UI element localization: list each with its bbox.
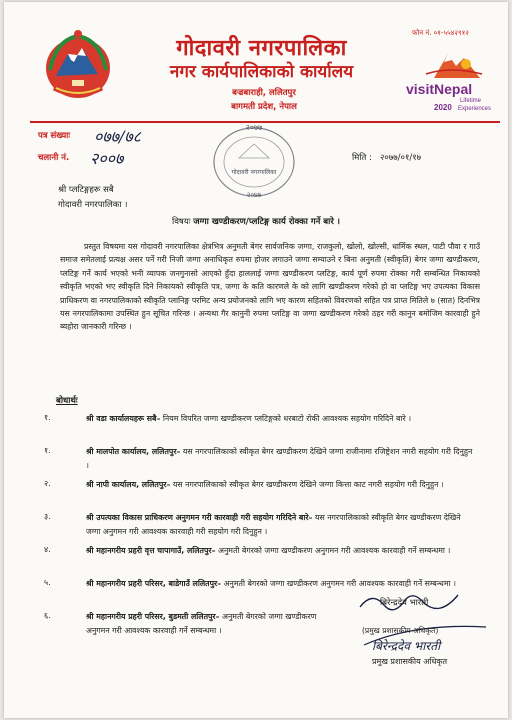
cc-item-number: ६. [44, 611, 51, 620]
phone-number: फोन नं. ०१-५५४२९१२ [412, 29, 469, 37]
chalani-label: चलानी नं. [38, 153, 70, 163]
cc-item-number: ५. [44, 578, 51, 587]
cc-item-name: श्री महानगरीय प्रहरी वृत्त चापागाउँ, ललितपुर– [86, 546, 216, 555]
addressee [58, 183, 127, 213]
cc-label: बोधार्थः [56, 396, 78, 406]
cc-item-body: नियम विपरित जग्गा खण्डीकरण प्लटिङ्गको धरबाटो रोकी आवश्यक सहयोग गरिदिने बारे । [162, 414, 412, 423]
signatory-role-bracket: (प्रमुख प्रशासकीय अधिकृत) [362, 626, 439, 635]
cc-item-body: यस नगरपालिकाको स्वीकृत बेगर खण्डीकरण देखिने जग्गा कित्ता काट नगरी सहयोग गरी दिनुहुन । [172, 480, 444, 489]
addressee-line-1: श्री प्लटिङ्गहरू सबै [58, 185, 114, 195]
visit-tag-1: Lifetime [460, 98, 482, 104]
visit-tag-2: Experiences [458, 106, 492, 112]
date-value: २०७७/०१/१७ [380, 153, 422, 163]
cc-item-body: अनुमती बेगरको जग्गा खण्डीकरण अनुगमन गरी आवश्यक कारवाही गर्ने सम्बन्धमा । [223, 579, 456, 588]
date-label: मिति : [352, 153, 372, 163]
cc-item-name: श्री वडा कार्यालयहरू सबै– [86, 414, 161, 423]
subject-label: विषयः [172, 217, 191, 227]
letter-page [4, 2, 508, 718]
subject-line [4, 216, 508, 227]
visit-brand-text: visitNepal [406, 81, 473, 97]
visit-year: 2020 [434, 103, 452, 112]
signatory-role: प्रमुख प्रशासकीय अधिकृत [372, 657, 448, 666]
cc-item-number: ४. [44, 545, 51, 554]
cc-item-name: श्री नापी कार्यालय, ललितपुर– [86, 480, 171, 489]
cc-item-text [86, 412, 476, 426]
signatory-name-handwritten: बिरेन्द्रदेव भारती [372, 639, 441, 653]
cc-item-body: अनुमती बेगरको जग्गा खण्डीकरण अनुगमन गरी आवश्यक कारवाही गर्ने सम्बन्धमा । [218, 546, 451, 555]
subject-text: जग्गा खण्डीकरण/प्लटिङ्ग कार्य रोक्का गर्ने बारे । [193, 217, 340, 227]
cc-item-text [86, 544, 476, 558]
cc-item-number: २. [44, 479, 51, 488]
stamp-year-top: २०७७ [245, 123, 263, 132]
cc-item-number: १. [44, 413, 51, 422]
visit-nepal-logo [404, 44, 496, 120]
cc-item-name: श्री मालपोत कार्यालय, ललितपुर– [86, 447, 181, 456]
nepal-emblem-icon [42, 26, 114, 102]
cc-item-body: अनुमती बेगरको जग्गा खण्डीकरण अनुगमन गरी आवश्यक कारवाही गर्ने सम्बन्धमा । [86, 612, 317, 635]
address-line-1: बज्रबाराही, ललितपुर [232, 88, 296, 98]
body-paragraph: प्रस्तुत विषयमा यस गोदावरी नगरपालिका क्षेत्रभित्र अनुमती बेगर सार्वजनिक जग्गा, राजकुलो, खोलो, खोल्सी, धार्मिक स्थल, पाटी पौवा र गाउँ समाज समेतलाई प्रत्यक्ष असर पर्ने गरी निजी जग्गा अनाधिकृत रुपमा होजर लगाउने जग्गा सम्याउने र बिना अनुमती (स्वीकृति) बेगर जग्गा खण्डीकरण, प्लटिङ्ग गर्ने कार्य भएको भनी व्यापक जनगुनासो आएको हुँदा हाललाई जग्गा खण्डीकरण प्लटिङ्ग, कार्य पूर्ण रुपमा रोक्का गरी सम्बन्धित निकायको स्वीकृति भएको भए स्वीकृति दिने निकायको स्वीकृति पत्र, जग्गा के कति कारणले के को लागि खण्डीकरण गरेको हो वा प्लटिङ्ग भए उपत्यका विकास प्राधिकरण वा नगरपालिकाको स्वीकृति प्लानिङ्ग परमिट अन्य प्रयोजनको लागि भए कारण सहितको विवरणको सहित पत्र प्राप्त मितिले ७ (सात) दिनभित्र यस नगरपालिकामा उपस्थित हुन सूचित गरिन्छ । अन्यथा गैर कानुनी रुपमा प्लटिङ्ग वा जग्गा खण्डीकरण गरेको ठहर गरी कानुन बमोजिम कारवाही हुने ब्यहोरा जानकारी गरिन्छ । [60, 242, 480, 332]
signatory-name: बिरेन्द्रदेव भारती [380, 598, 429, 608]
cc-item-name: श्री महानगरीय प्रहरी परिसर, बाडेगाउँ ललितपुर– [86, 579, 222, 588]
cc-item-number: १. [44, 446, 51, 455]
office-title: नगर कार्यपालिकाको कार्यालय [169, 62, 354, 82]
municipality-title: गोदावरी नगरपालिका [176, 36, 347, 61]
addressee-line-2: गोदावरी नगरपालिका । [58, 200, 128, 210]
cc-item-text [86, 511, 476, 539]
cc-item-body: यस नगरपालिकाको स्वीकृत बेगर खण्डीकरण देखिने जग्गा राजीनामा रजिष्ट्रेशन नगरी सहयोग गरी दिनुहुन । [86, 447, 473, 470]
cc-item-body: यस नगरपालिकाको स्वीकृति बेगर खण्डीकरण देखिने जग्गा अनुगमन गरी आवश्यक कारवाही गरी सहयोग गरी दिनुहुन । [86, 513, 461, 536]
cc-item [44, 412, 484, 442]
cc-item-text [86, 610, 341, 638]
stamp-text: गोदावरी नगरपालिका [231, 169, 277, 176]
office-stamp [209, 118, 299, 200]
patra-sankhya-value: ०७७/७८ [94, 127, 141, 146]
cc-item [44, 544, 484, 574]
cc-item-name: श्री उपत्यका विकास प्राधिकरण अनुगमन गरी कारवाही गरी सहयोग गरिदिने बारे– [86, 513, 313, 522]
address-line-2: बागमती प्रदेश, नेपाल [231, 102, 297, 112]
cc-item [44, 478, 484, 508]
cc-item-number: ३. [44, 512, 51, 521]
cc-item-text [86, 445, 476, 473]
office-address [154, 86, 374, 114]
cc-item [44, 511, 484, 541]
cc-item [44, 445, 484, 475]
cc-item-name: श्री महानगरीय प्रहरी परिसर, बुडमती ललितपुर– [86, 612, 220, 621]
cc-item-text [86, 478, 476, 492]
patra-sankhya-label: पत्र संख्याः [38, 131, 71, 141]
cc-item [44, 610, 344, 640]
stamp-year-bottom: २०७७ [246, 191, 262, 199]
chalani-value: २००७ [90, 149, 124, 168]
